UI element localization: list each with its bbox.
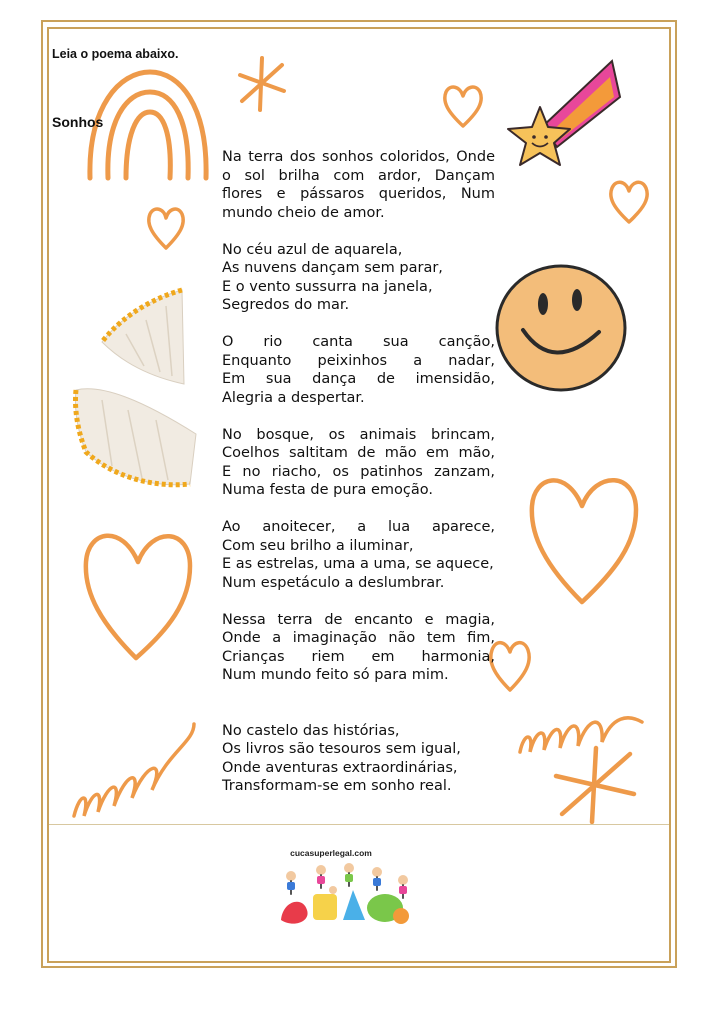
poem-line: flores e pássaros queridos, Num (222, 186, 495, 202)
poem-title: Sonhos (52, 114, 104, 130)
poem-line: Crianças riem em harmonia, (222, 648, 495, 665)
sparkle-icon (552, 744, 638, 824)
poem-line: o sol brilha com ardor, Dançam (222, 167, 495, 184)
poem-stanza (222, 241, 495, 315)
sparkle-icon (236, 55, 288, 113)
poem-line: Onde a imaginação não tem fim, (222, 630, 495, 646)
smiley-icon (493, 262, 629, 394)
poem-line: Num espetáculo a deslumbrar. (222, 574, 445, 591)
footer-site-name: cucasuperlegal.com (290, 848, 372, 858)
heart-icon (144, 204, 188, 252)
poem-stanza (222, 148, 495, 222)
poem-line: No castelo das histórias, (222, 722, 400, 739)
poem-stanza (222, 333, 495, 407)
poem-line: E no riacho, os patinhos zanzam, (222, 463, 495, 480)
instruction-text: Leia o poema abaixo. (52, 47, 179, 61)
heart-icon (526, 466, 642, 608)
poem-line: No céu azul de aquarela, (222, 241, 403, 258)
shooting-star-icon (502, 57, 622, 167)
poem-line: Na terra dos sonhos coloridos, Onde (222, 149, 495, 165)
poem-line: E o vento sussurra na janela, (222, 278, 433, 295)
poem-line: Segredos do mar. (222, 297, 350, 313)
poem-line: Numa festa de pura emoção. (222, 482, 434, 498)
heart-icon (440, 82, 486, 130)
footer-divider (49, 824, 669, 825)
swirl-icon (70, 712, 198, 824)
poem-stanza (222, 518, 495, 592)
children-letters-logo (273, 860, 419, 930)
poem-line: Coelhos saltitam de mão em mão, (222, 445, 495, 461)
poem-line: Com seu brilho a iluminar, (222, 537, 414, 554)
poem-line: Onde aventuras extraordinárias, (222, 759, 458, 776)
poem-line: Num mundo feito só para mim. (222, 667, 449, 683)
poem-line: E as estrelas, uma a uma, se aquece, (222, 556, 494, 572)
poem-line: Alegria a despertar. (222, 389, 365, 406)
heart-icon (80, 520, 196, 664)
poem-line: As nuvens dançam sem parar, (222, 260, 443, 276)
poem-stanza (222, 426, 495, 500)
poem-line: Em sua dança de imensidão, (222, 371, 495, 387)
poem-line: Nessa terra de encanto e magia, (222, 611, 495, 628)
pencil-shaving-icon (96, 286, 192, 386)
poem-body (222, 148, 495, 814)
heart-icon (606, 176, 652, 226)
poem-line: Ao anoitecer, a lua aparece, (222, 519, 495, 535)
poem-stanza (222, 611, 495, 685)
poem-line: Os livros são tesouros sem igual, (222, 741, 461, 757)
poem-line: O rio canta sua canção, (222, 334, 495, 350)
poem-line: No bosque, os animais brincam, (222, 426, 495, 443)
poem-line: mundo cheio de amor. (222, 204, 385, 221)
poem-line: Enquanto peixinhos a nadar, (222, 352, 495, 369)
pencil-shaving-icon (72, 380, 200, 492)
poem-stanza (222, 722, 495, 796)
poem-line: Transformam-se em sonho real. (222, 778, 452, 794)
